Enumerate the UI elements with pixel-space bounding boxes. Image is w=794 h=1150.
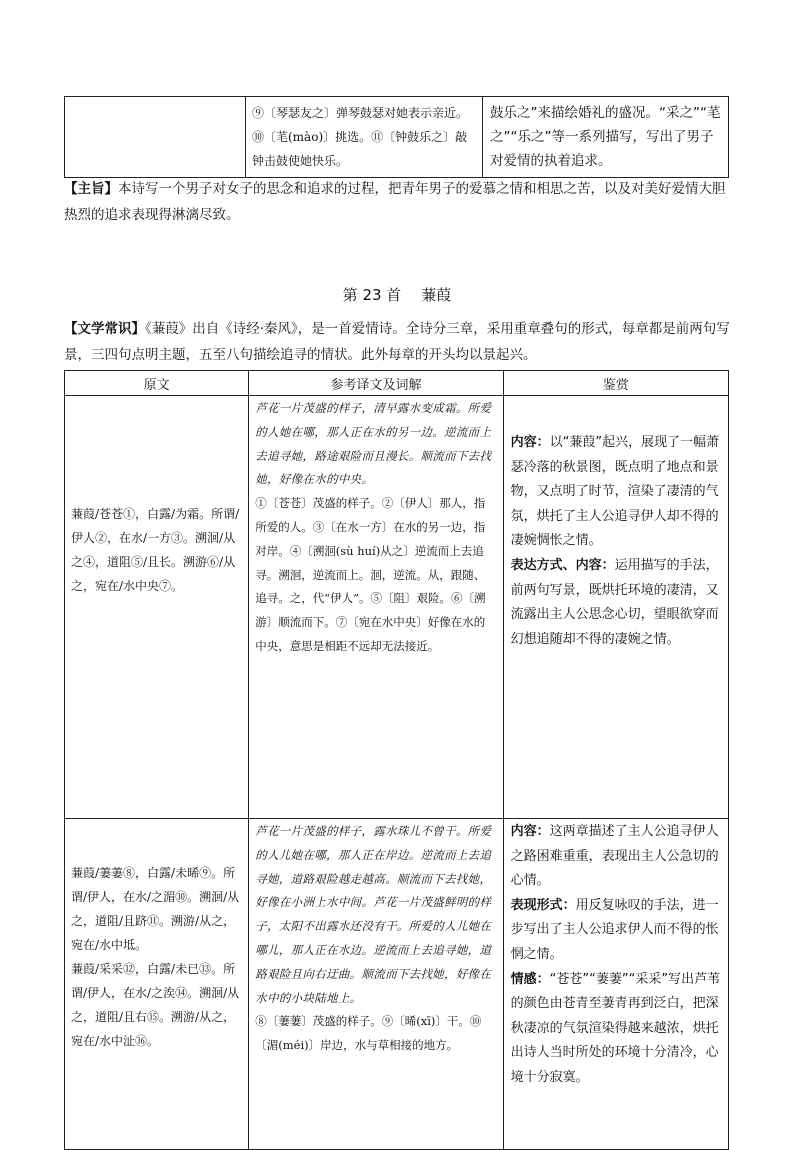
theme-paragraph bbox=[64, 176, 730, 228]
appreciation-cell bbox=[503, 396, 728, 819]
original-text: 蒹葭/采采⑫，白露/未已⑬。所谓/伊人，在水/之涘⑭。溯洄/从之，道阻/且右⑮。溯游/从之，宛在/水中沚⑯。 bbox=[71, 962, 240, 1048]
appreciation-text: 运用描写的手法，前两句写景，既烘托环境的凄清，又流露出主人公思念心切，望眼欲穿而幻想追随却不得的凄婉之情。 bbox=[510, 557, 719, 647]
appreciation-label: 表达方式、内容： bbox=[510, 557, 615, 573]
header-appreciation: 鉴赏 bbox=[503, 371, 728, 396]
literary-knowledge-label: 【文学常识】 bbox=[64, 321, 145, 337]
translation-cell bbox=[249, 819, 503, 1150]
table-row bbox=[65, 819, 729, 1150]
theme-text: 本诗写一个男子对女子的思念和追求的过程，把青年男子的爱慕之情和相思之苦，以及对美好爱情大胆热烈的追求表现得淋漓尽致。 bbox=[64, 181, 726, 223]
word-notes: ⑧〔萋萋〕茂盛的样子。⑨〔晞(xī)〕干。⑩〔湄(méi)〕岸边，水与草相接的地方。 bbox=[255, 1014, 482, 1053]
header-original: 原文 bbox=[65, 371, 249, 396]
poem-title: 蒹葭 bbox=[421, 286, 452, 304]
table-row bbox=[65, 396, 729, 819]
continuation-table bbox=[64, 96, 729, 178]
continuation-original-cell bbox=[65, 97, 246, 178]
appreciation-text: 以“蒹葭”起兴，展现了一幅萧瑟冷落的秋景图，既点明了地点和景物，又点明了时节，渲染了凄清的气氛，烘托了主人公追寻伊人却不得的凄婉惆怅之情。 bbox=[510, 435, 720, 549]
poem-heading bbox=[0, 284, 794, 305]
original-text-cell bbox=[65, 396, 249, 819]
word-notes: ①〔苍苍〕茂盛的样子。②〔伊人〕那人，指所爱的人。③〔在水一方〕在水的另一边，指对岸。④〔溯洄(sù huí)从之〕逆流而上去追寻。溯洄，逆流而上。洄，逆流。从，跟随、追寻。之，代“伊人”。⑤〔阻〕艰险。⑥〔溯游〕顺流而下。⑦〔宛在水中央〕好像在水的中央，意思是相距不远却无法接近。 bbox=[255, 496, 486, 653]
appreciation-text: 用反复咏叹的手法，进一步写出了主人公追求伊人而不得的怅惘之情。 bbox=[510, 897, 719, 962]
appreciation-text: “苍苍”“萋萋”“采采”写出芦苇的颜色由苍青至萋青再到泛白，把深秋凄凉的气氛渲染得越来越浓，烘托出诗人当时所处的环境十分清冷，心境十分寂寞。 bbox=[510, 971, 721, 1085]
poem-number: 第 23 首 bbox=[342, 286, 402, 304]
original-text: 蒹葭/苍苍①，白露/为霜。所谓/伊人②，在水/一方③。溯洄/从之④，道阻⑤/且长。溯游⑥/从之，宛在/水中央⑦。 bbox=[71, 507, 240, 593]
table-header-row bbox=[65, 371, 729, 396]
literary-knowledge-text: 《蒹葭》出自《诗经·秦风》，是一首爱情诗。全诗分三章，采用重章叠句的形式，每章都是前两句写景，三四句点明主题，五至八句描绘追寻的情状。此外每章的开头均以景起兴。 bbox=[64, 321, 730, 363]
appreciation-label: 内容： bbox=[510, 824, 550, 839]
appreciation-cell bbox=[503, 819, 728, 1150]
header-translation: 参考译文及词解 bbox=[249, 371, 503, 396]
appreciation-text: 这两章描述了主人公追寻伊人之路困难重重，表现出主人公急切的心情。 bbox=[510, 824, 719, 889]
translation-text: 芦花一片茂盛的样子，清早露水变成霜。所爱的人她在哪，那人正在水的另一边。逆流而上去追寻她，路途艰险而且漫长。顺流而下去找她，好像在水的中央。 bbox=[255, 401, 492, 487]
continuation-notes-cell: ⑨〔琴瑟友之〕弹琴鼓瑟对她表示亲近。⑩〔芼(mào)〕挑选。⑪〔钟鼓乐之〕敲钟击鼓使她快乐。 bbox=[246, 97, 483, 178]
poem-table bbox=[64, 370, 729, 1150]
translation-text: 芦花一片茂盛的样子，露水珠儿不曾干。所爱的人儿她在哪，那人正在岸边。逆流而上去追寻她，道路艰险越走越高。顺流而下去找她，好像在小洲上水中间。芦花一片茂盛鲜明的样子，太阳不出露水还没有干。所爱的人儿她在哪儿，那人正在水边。逆流而上去追寻她，道路艰险且向右迂曲。顺流而下去找她，好像在水中的小块陆地上。 bbox=[255, 824, 492, 1005]
continuation-appreciation-cell: 鼓乐之”来描绘婚礼的盛况。“采之”“芼之”“乐之”等一系列描写，写出了男子对爱情的执着追求。 bbox=[483, 97, 729, 178]
translation-cell bbox=[249, 396, 503, 819]
appreciation-label: 表现形式： bbox=[510, 897, 576, 913]
original-text-cell bbox=[65, 819, 249, 1150]
appreciation-label: 情感： bbox=[510, 971, 550, 987]
literary-knowledge-paragraph bbox=[64, 316, 730, 368]
theme-label: 【主旨】 bbox=[64, 181, 118, 197]
appreciation-label: 内容： bbox=[510, 435, 550, 450]
original-text: 蒹葭/萋萋⑧，白露/未晞⑨。所谓/伊人，在水/之湄⑩。溯洄/从之，道阻/且跻⑪。溯游/从之，宛在/水中坻。 bbox=[71, 866, 240, 952]
